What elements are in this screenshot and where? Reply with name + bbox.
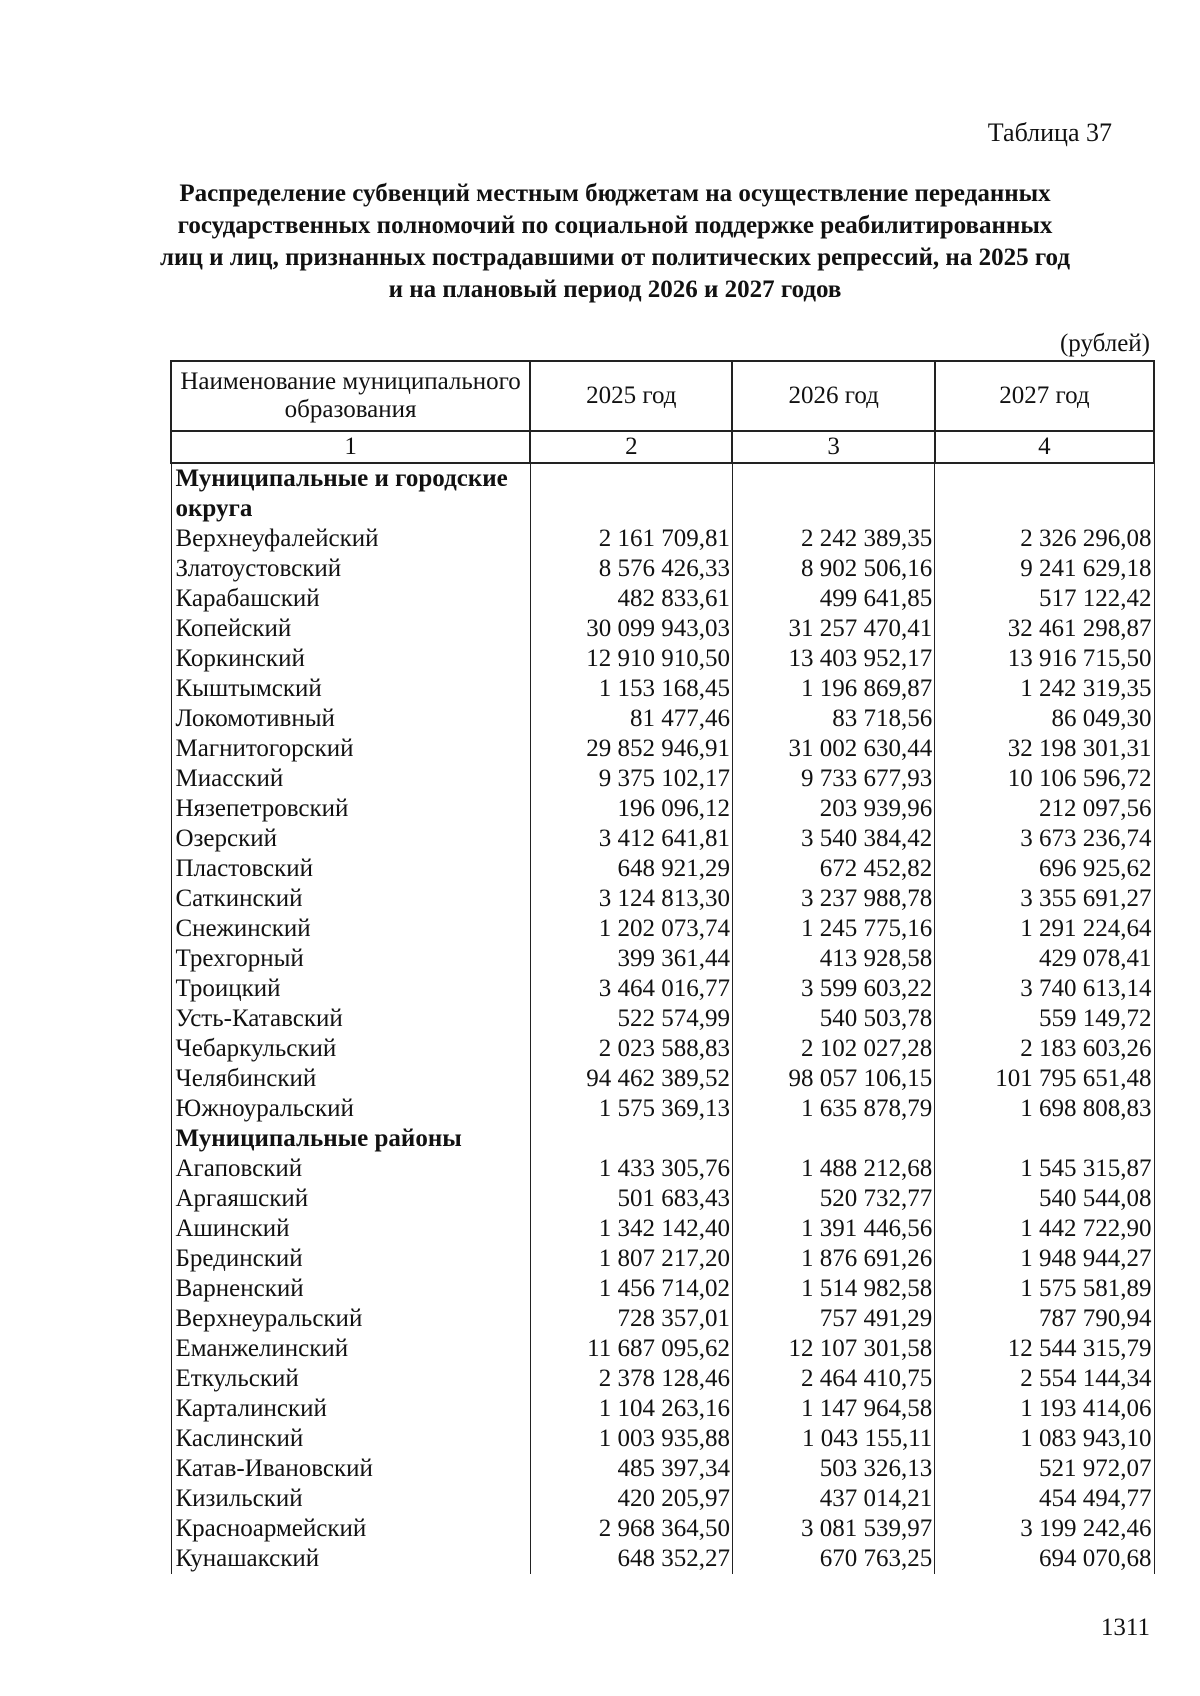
table-row: [171, 1544, 1154, 1574]
amount-2026: 413 928,58: [732, 944, 934, 974]
municipality-name: Трехгорный: [171, 944, 530, 974]
amount-2025: 9 375 102,17: [530, 764, 732, 794]
municipality-name: Чебаркульский: [171, 1034, 530, 1064]
amount-2026: 1 196 869,87: [732, 674, 934, 704]
amount-2027: 13 916 715,50: [935, 644, 1154, 674]
amount-2025: 501 683,43: [530, 1184, 732, 1214]
amount-2025: 81 477,46: [530, 704, 732, 734]
table-row: [171, 1244, 1154, 1274]
section-row: [171, 1124, 1154, 1154]
amount-2027: 1 242 319,35: [935, 674, 1154, 704]
section-row: [171, 463, 1154, 524]
amount-2026: 1 514 982,58: [732, 1274, 934, 1304]
table-row: [171, 524, 1154, 554]
amount-2027: 2 183 603,26: [935, 1034, 1154, 1064]
amount-2025: 399 361,44: [530, 944, 732, 974]
title-line: лиц и лиц, признанных пострадавшими от политических репрессий, на 2025 год: [160, 244, 1070, 271]
amount-2027: 2 554 144,34: [935, 1364, 1154, 1394]
header-2027: 2027 год: [935, 361, 1154, 431]
municipality-name: Миасский: [171, 764, 530, 794]
amount-2025: 648 352,27: [530, 1544, 732, 1574]
amount-2027: 1 193 414,06: [935, 1394, 1154, 1424]
municipality-name: Озерский: [171, 824, 530, 854]
amount-2025: 3 124 813,30: [530, 884, 732, 914]
amount-2026: 83 718,56: [732, 704, 934, 734]
amount-2026: 3 081 539,97: [732, 1514, 934, 1544]
table-row: [171, 1334, 1154, 1364]
municipality-name: Усть-Катавский: [171, 1004, 530, 1034]
municipality-name: Кыштымский: [171, 674, 530, 704]
amount-2026: 31 002 630,44: [732, 734, 934, 764]
municipality-name: Ашинский: [171, 1214, 530, 1244]
table-row: [171, 1514, 1154, 1544]
amount-2027: 12 544 315,79: [935, 1334, 1154, 1364]
amount-2026: 503 326,13: [732, 1454, 934, 1484]
amount-2025: 485 397,34: [530, 1454, 732, 1484]
amount-2026: 670 763,25: [732, 1544, 934, 1574]
municipality-name: Варненский: [171, 1274, 530, 1304]
municipality-name: Локомотивный: [171, 704, 530, 734]
table-row: [171, 1454, 1154, 1484]
amount-2025: 1 433 305,76: [530, 1154, 732, 1184]
table-row: [171, 884, 1154, 914]
amount-2025: 29 852 946,91: [530, 734, 732, 764]
document-title: [150, 178, 1080, 306]
table-row: [171, 944, 1154, 974]
page-number: 1311: [1100, 1614, 1150, 1641]
amount-2026: 499 641,85: [732, 584, 934, 614]
municipality-name: Снежинский: [171, 914, 530, 944]
amount-2026: 672 452,82: [732, 854, 934, 884]
amount-2026: 1 635 878,79: [732, 1094, 934, 1124]
municipality-name: Нязепетровский: [171, 794, 530, 824]
amount-2026: 3 599 603,22: [732, 974, 934, 1004]
amount-2025: 1 342 142,40: [530, 1214, 732, 1244]
column-number: 3: [732, 431, 934, 463]
amount-2025: 3 412 641,81: [530, 824, 732, 854]
amount-2025: 522 574,99: [530, 1004, 732, 1034]
amount-2027: 454 494,77: [935, 1484, 1154, 1514]
amount-2027: 2 326 296,08: [935, 524, 1154, 554]
municipality-name: Аргаяшский: [171, 1184, 530, 1214]
amount-2026: 9 733 677,93: [732, 764, 934, 794]
amount-2026: 1 876 691,26: [732, 1244, 934, 1274]
table-row: [171, 1364, 1154, 1394]
table-row: [171, 734, 1154, 764]
table-row: [171, 644, 1154, 674]
municipality-name: Златоустовский: [171, 554, 530, 584]
table-row: [171, 914, 1154, 944]
amount-2027: 9 241 629,18: [935, 554, 1154, 584]
amount-2025: 728 357,01: [530, 1304, 732, 1334]
amount-2027: 1 575 581,89: [935, 1274, 1154, 1304]
table-row: [171, 1214, 1154, 1244]
amount-2025: 11 687 095,62: [530, 1334, 732, 1364]
amount-2025: 1 153 168,45: [530, 674, 732, 704]
table-row: [171, 794, 1154, 824]
municipality-name: Коркинский: [171, 644, 530, 674]
amount-2026: 757 491,29: [732, 1304, 934, 1334]
amount-2027: 3 740 613,14: [935, 974, 1154, 1004]
municipality-name: Магнитогорский: [171, 734, 530, 764]
header-name: Наименование муниципального образования: [171, 361, 530, 431]
units-label: (рублей): [1059, 330, 1150, 357]
municipality-name: Еманжелинский: [171, 1334, 530, 1364]
municipality-name: Пластовский: [171, 854, 530, 884]
municipality-name: Карабашский: [171, 584, 530, 614]
amount-2026: 8 902 506,16: [732, 554, 934, 584]
amount-2025: 8 576 426,33: [530, 554, 732, 584]
amount-2026: 203 939,96: [732, 794, 934, 824]
amount-2027: 521 972,07: [935, 1454, 1154, 1484]
amount-2026: 540 503,78: [732, 1004, 934, 1034]
amount-2026: 31 257 470,41: [732, 614, 934, 644]
amount-2025: 1 202 073,74: [530, 914, 732, 944]
table-row: [171, 1484, 1154, 1514]
section-heading: Муниципальные районы: [171, 1124, 530, 1154]
amount-2026: 3 540 384,42: [732, 824, 934, 854]
amount-2025: [530, 463, 732, 524]
municipality-name: Красноармейский: [171, 1514, 530, 1544]
amount-2027: 3 199 242,46: [935, 1514, 1154, 1544]
amount-2025: 12 910 910,50: [530, 644, 732, 674]
amount-2025: 482 833,61: [530, 584, 732, 614]
amount-2025: 3 464 016,77: [530, 974, 732, 1004]
amount-2025: 196 096,12: [530, 794, 732, 824]
amount-2026: [732, 463, 934, 524]
section-heading: Муниципальные и городские округа: [171, 463, 530, 524]
table-row: [171, 584, 1154, 614]
amount-2026: 2 102 027,28: [732, 1034, 934, 1064]
table-row: [171, 1274, 1154, 1304]
municipality-name: Еткульский: [171, 1364, 530, 1394]
title-line: и на плановый период 2026 и 2027 годов: [388, 276, 842, 303]
municipality-name: Троицкий: [171, 974, 530, 1004]
amount-2025: [530, 1124, 732, 1154]
amount-2025: 1 456 714,02: [530, 1274, 732, 1304]
amount-2027: 787 790,94: [935, 1304, 1154, 1334]
amount-2025: 94 462 389,52: [530, 1064, 732, 1094]
table-row: [171, 1034, 1154, 1064]
table-row: [171, 1394, 1154, 1424]
amount-2027: 1 291 224,64: [935, 914, 1154, 944]
table-row: [171, 554, 1154, 584]
amount-2026: 98 057 106,15: [732, 1064, 934, 1094]
amount-2027: 1 948 944,27: [935, 1244, 1154, 1274]
table-body: [171, 463, 1154, 1574]
amount-2027: 212 097,56: [935, 794, 1154, 824]
amount-2027: 1 698 808,83: [935, 1094, 1154, 1124]
column-number: 2: [530, 431, 732, 463]
amount-2027: 86 049,30: [935, 704, 1154, 734]
amount-2027: 101 795 651,48: [935, 1064, 1154, 1094]
municipality-name: Верхнеуральский: [171, 1304, 530, 1334]
amount-2026: 520 732,77: [732, 1184, 934, 1214]
amount-2026: 2 242 389,35: [732, 524, 934, 554]
amount-2026: 1 147 964,58: [732, 1394, 934, 1424]
amount-2027: 517 122,42: [935, 584, 1154, 614]
amount-2027: 1 442 722,90: [935, 1214, 1154, 1244]
municipality-name: Копейский: [171, 614, 530, 644]
table-label: Таблица 37: [987, 118, 1112, 147]
amount-2026: [732, 1124, 934, 1154]
municipality-name: Челябинский: [171, 1064, 530, 1094]
municipality-name: Саткинский: [171, 884, 530, 914]
amount-2027: 3 355 691,27: [935, 884, 1154, 914]
amount-2026: 1 245 775,16: [732, 914, 934, 944]
amount-2026: 13 403 952,17: [732, 644, 934, 674]
municipality-name: Каслинский: [171, 1424, 530, 1454]
amount-2027: [935, 463, 1154, 524]
amount-2027: 1 545 315,87: [935, 1154, 1154, 1184]
table-row: [171, 674, 1154, 704]
amount-2027: 32 198 301,31: [935, 734, 1154, 764]
municipality-name: Карталинский: [171, 1394, 530, 1424]
amount-2027: 429 078,41: [935, 944, 1154, 974]
table-row: [171, 614, 1154, 644]
amount-2025: 30 099 943,03: [530, 614, 732, 644]
municipality-name: Катав-Ивановский: [171, 1454, 530, 1484]
amount-2027: 3 673 236,74: [935, 824, 1154, 854]
amount-2026: 12 107 301,58: [732, 1334, 934, 1364]
amount-2025: 1 807 217,20: [530, 1244, 732, 1274]
municipality-name: Агаповский: [171, 1154, 530, 1184]
amount-2026: 437 014,21: [732, 1484, 934, 1514]
amount-2025: 420 205,97: [530, 1484, 732, 1514]
amount-2026: 1 488 212,68: [732, 1154, 934, 1184]
subvention-table: [170, 360, 1155, 1574]
table-row: [171, 824, 1154, 854]
amount-2027: [935, 1124, 1154, 1154]
amount-2026: 3 237 988,78: [732, 884, 934, 914]
table-row: [171, 1154, 1154, 1184]
amount-2025: 1 003 935,88: [530, 1424, 732, 1454]
table-row: [171, 974, 1154, 1004]
amount-2025: 2 378 128,46: [530, 1364, 732, 1394]
table-row: [171, 704, 1154, 734]
municipality-name: Брединский: [171, 1244, 530, 1274]
table-row: [171, 1004, 1154, 1034]
table-row: [171, 1184, 1154, 1214]
table-row: [171, 764, 1154, 794]
column-number: 4: [935, 431, 1154, 463]
table-row: [171, 1424, 1154, 1454]
amount-2027: 696 925,62: [935, 854, 1154, 884]
municipality-name: Кизильский: [171, 1484, 530, 1514]
table-row: [171, 1304, 1154, 1334]
amount-2027: 32 461 298,87: [935, 614, 1154, 644]
table-row: [171, 1094, 1154, 1124]
table-row: [171, 1064, 1154, 1094]
municipality-name: Кунашакский: [171, 1544, 530, 1574]
amount-2027: 10 106 596,72: [935, 764, 1154, 794]
header-2026: 2026 год: [732, 361, 934, 431]
table-row: [171, 854, 1154, 884]
header-2025: 2025 год: [530, 361, 732, 431]
amount-2027: 694 070,68: [935, 1544, 1154, 1574]
amount-2026: 1 043 155,11: [732, 1424, 934, 1454]
amount-2025: 2 968 364,50: [530, 1514, 732, 1544]
amount-2025: 1 575 369,13: [530, 1094, 732, 1124]
amount-2025: 2 161 709,81: [530, 524, 732, 554]
amount-2026: 2 464 410,75: [732, 1364, 934, 1394]
municipality-name: Южноуральский: [171, 1094, 530, 1124]
amount-2027: 1 083 943,10: [935, 1424, 1154, 1454]
municipality-name: Верхнеуфалейский: [171, 524, 530, 554]
title-line: государственных полномочий по социальной поддержке реабилитированных: [177, 212, 1053, 239]
amount-2025: 648 921,29: [530, 854, 732, 884]
amount-2027: 540 544,08: [935, 1184, 1154, 1214]
amount-2025: 2 023 588,83: [530, 1034, 732, 1064]
column-number: 1: [171, 431, 530, 463]
amount-2026: 1 391 446,56: [732, 1214, 934, 1244]
amount-2027: 559 149,72: [935, 1004, 1154, 1034]
title-line: Распределение субвенций местным бюджетам на осуществление переданных: [179, 180, 1051, 207]
amount-2025: 1 104 263,16: [530, 1394, 732, 1424]
